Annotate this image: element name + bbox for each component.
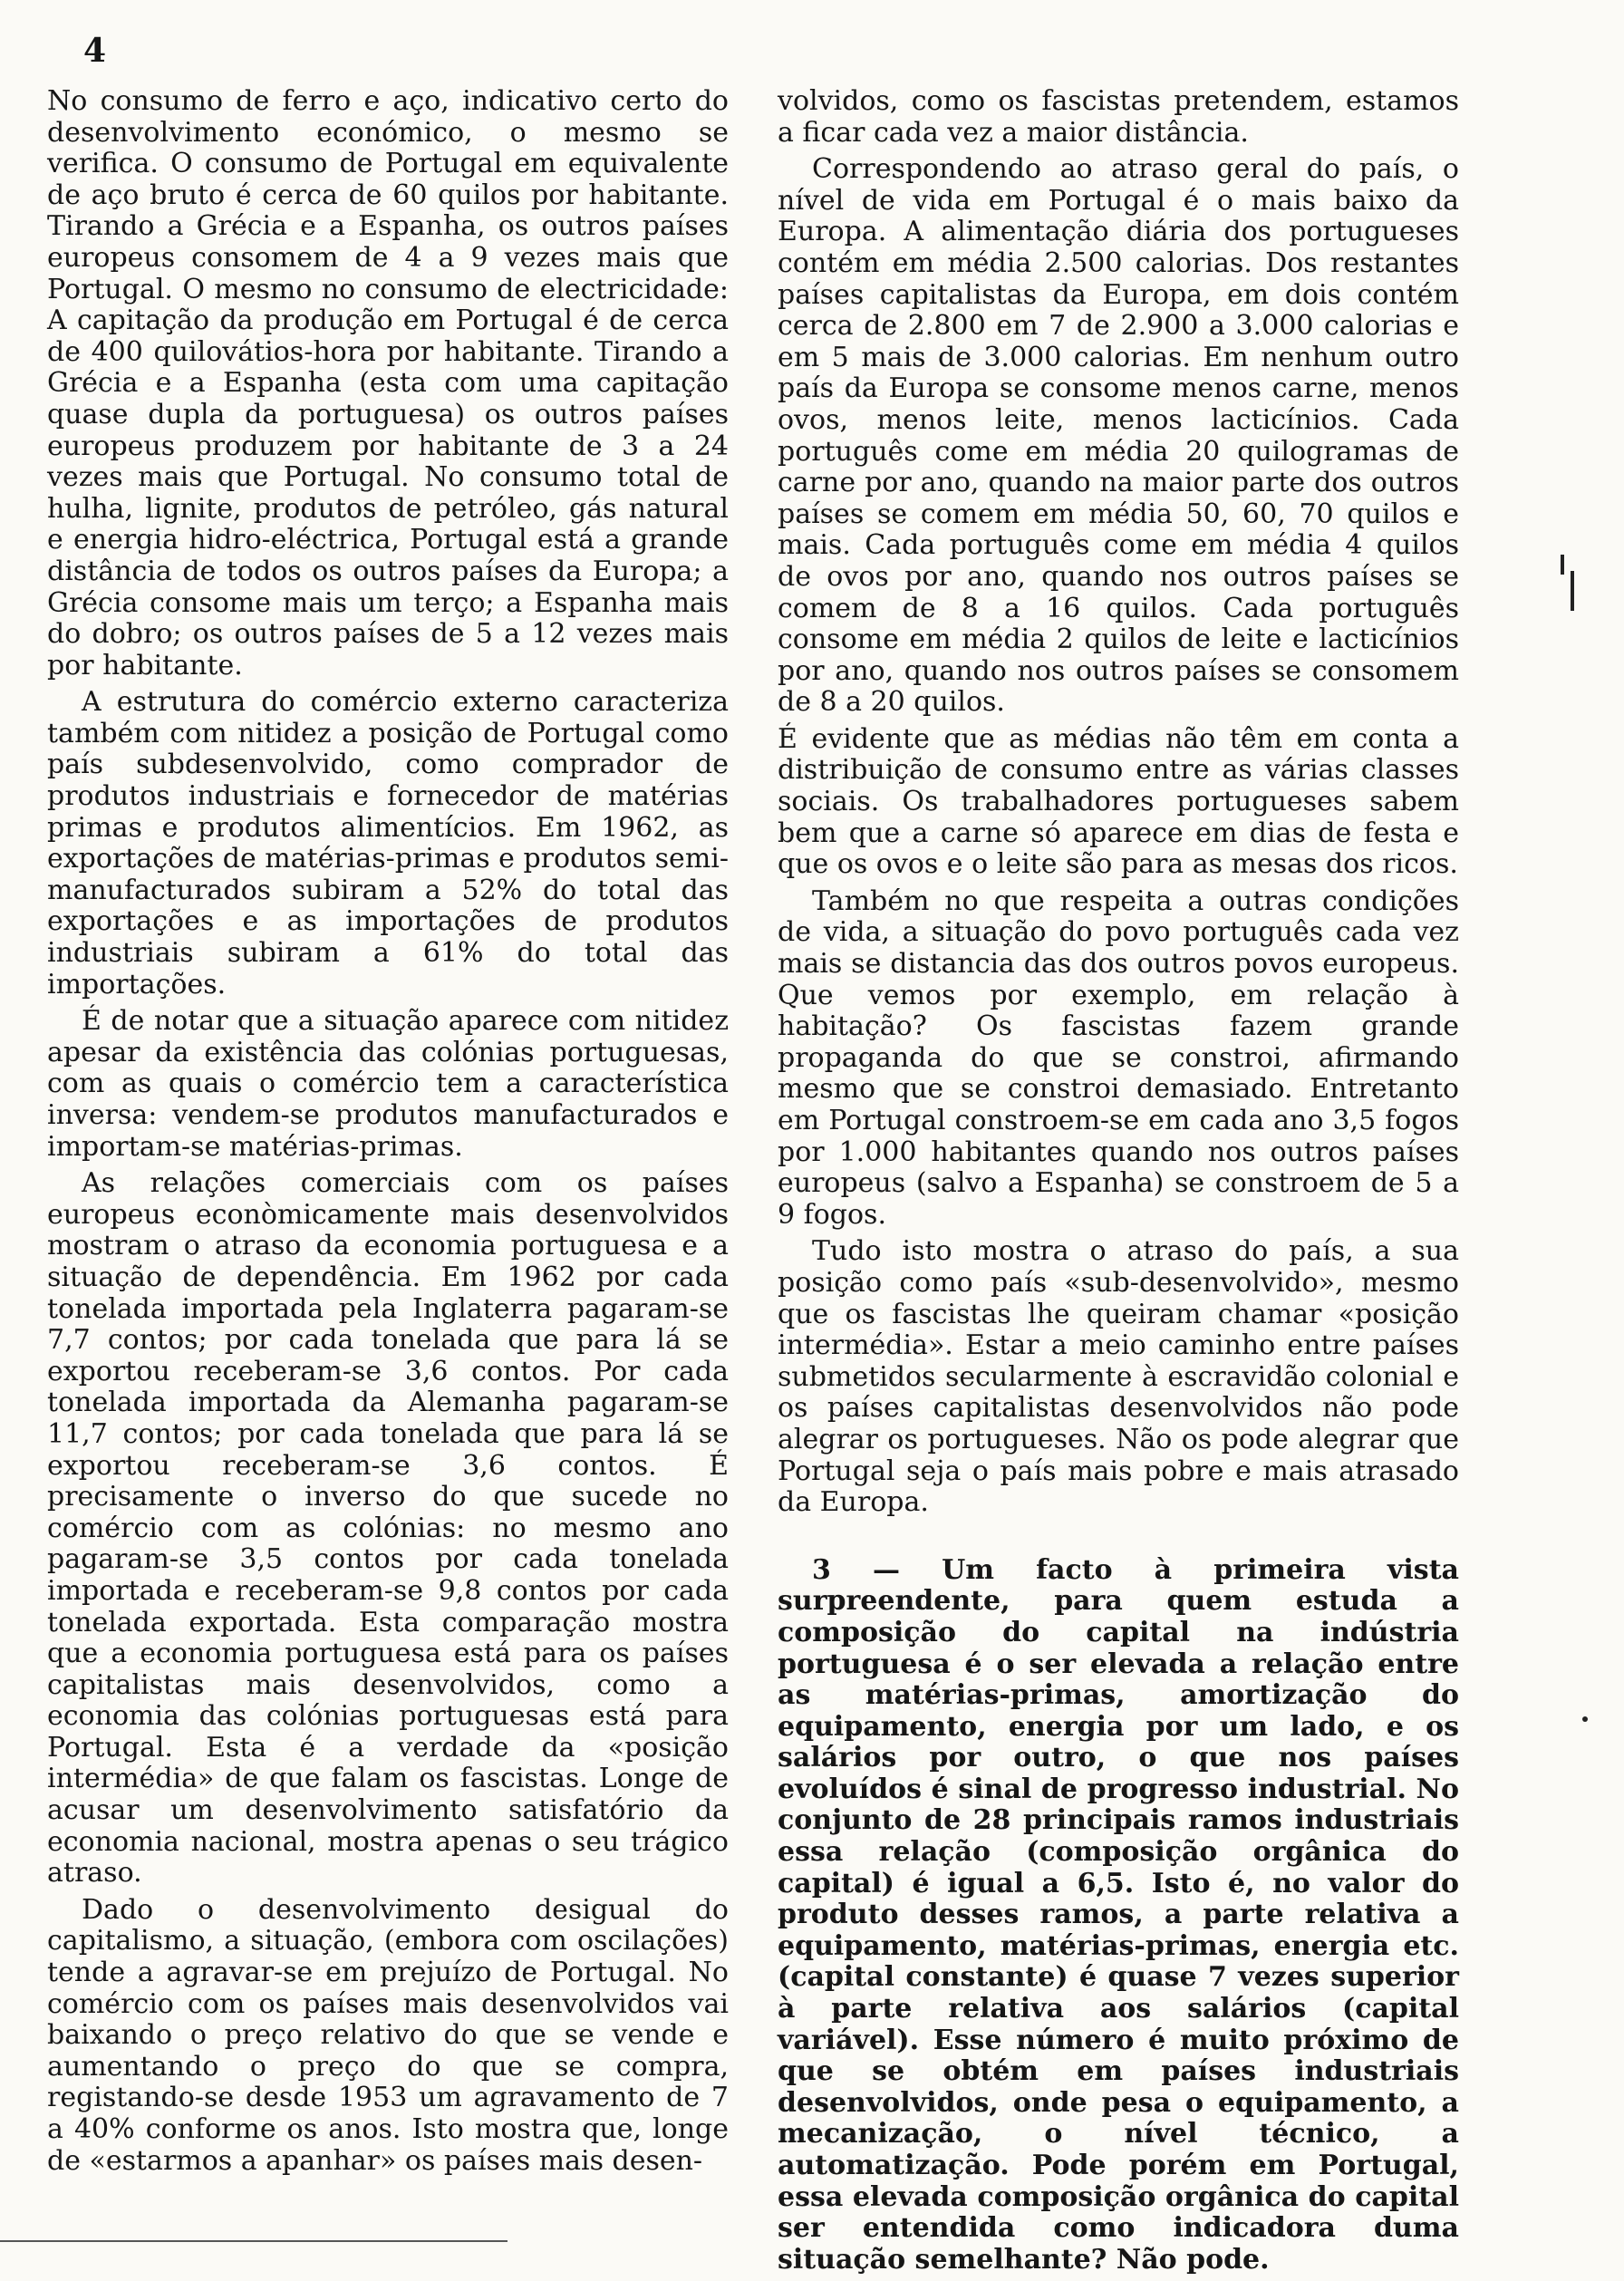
right-column (778, 86, 1459, 2281)
left-column (47, 86, 729, 2182)
paragraph: Também no que respeita a outras condições de vida, a situação do povo português cada vez mais se distancia das dos outros povos europeus. Que vemos por exemplo, em relação à habitação? Os fascistas fazem grande propaganda do que se constroi, afirmando mesmo que se constroi demasiado. Entretanto em Portugal constroem-se em cada ano 3,5 fogos por 1.000 habitantes quando nos outros países europeus (salvo a Espanha) se constroem de 5 a 9 fogos. (778, 884, 1459, 1231)
paragraph: volvidos, como os fascistas pretendem, estamos a ficar cada vez a maior distância. (778, 85, 1459, 149)
paragraph: É de notar que a situação aparece com nitidez apesar da existência das colónias portuguesas, com as quais o comércio tem a característica inversa: vendem-se produtos manufacturados e importam-se matérias-primas. (47, 1005, 729, 1163)
page-number: 4 (83, 32, 107, 70)
paragraph: É evidente que as médias não têm em conta a distribuição de consumo entre as várias classes sociais. Os trabalhadores portugueses sabem bem que a carne só aparece em dias de festa e que os ovos e o leite são para as mesas dos ricos. (778, 722, 1459, 881)
paragraph: Tudo isto mostra o atraso do país, a sua posição como país «sub-desenvolvido», mesmo que os fascistas lhe queiram chamar «posição intermédia». Estar a meio caminho entre países submetidos secularmente à escravidão colonial e os países capitalistas desenvolvidos não pode alegrar os portugueses. Não os pode alegrar que Portugal seja o país mais pobre e mais atrasado da Europa. (778, 1235, 1459, 1519)
margin-mark (1571, 571, 1574, 611)
paragraph: No consumo de ferro e aço, indicativo certo do desenvolvimento económico, o mesmo se verifica. O consumo de Portugal em equivalente de aço bruto é cerca de 60 quilos por habitante. Tirando a Grécia e a Espanha, os outros países europeus consomem de 4 a 9 vezes mais que Portugal. O mesmo no consumo de electricidade: A capitação da produção em Portugal é de cerca de 400 quilovátios-hora por habitante. Tirando a Grécia e a Espanha (esta com uma capitação quase dupla da portuguesa) os outros países europeus produzem por habitante de 3 a 24 vezes mais que Portugal. No consumo total de hulha, lignite, produtos de petróleo, gás natural e energia hidro-eléctrica, Portugal está a grande distância de todos os outros países da Europa; a Grécia consome mais um terço; a Espanha mais do dobro; os outros países de 5 a 12 vezes mais por habitante. (47, 85, 729, 681)
bottom-rule (0, 2240, 508, 2242)
margin-mark (1561, 555, 1564, 575)
paragraph: Dado o desenvolvimento desigual do capitalismo, a situação, (embora com oscilações) tende a agravar-se em prejuízo de Portugal. No comércio com os países mais desenvolvidos vai baixando o preço relativo do que se vende e aumentando o preço do que se compra, registando-se desde 1953 um agravamento de 7 a 40% conforme os anos. Isto mostra que, longe de «estarmos a apanhar» os países mais desen- (47, 1893, 729, 2177)
paragraph: As relações comerciais com os países europeus econòmicamente mais desenvolvidos mostram o atraso da economia portuguesa e a situação de dependência. Em 1962 por cada tonelada importada pela Inglaterra pagaram-se 7,7 contos; por cada tonelada que para lá se exportou receberam-se 3,6 contos. Por cada tonelada importada da Alemanha pagaram-se 11,7 contos; por cada tonelada que para lá se exportou receberam-se 3,6 contos. É precisamente o inverso do que sucede no comércio com as colónias: no mesmo ano pagaram-se 3,5 contos por cada tonelada importada e receberam-se 9,8 contos por cada tonelada exportada. Esta comparação mostra que a economia portuguesa está para os países capitalistas mais desenvolvidos, como a economia das colónias portuguesas está para Portugal. Esta é a verdade da «posição intermédia» de que falam os fascistas. Longe de acusar um desenvolvimento satisfatório da economia nacional, mostra apenas o seu trágico atraso. (47, 1167, 729, 1890)
paragraph: A estrutura do comércio externo caracteriza também com nitidez a posição de Portugal como país subdesenvolvido, como comprador de produtos industriais e fornecedor de matérias primas e produtos alimentícios. Em 1962, as exportações de matérias-primas e produtos semi-manufacturados subiram a 52% do total das exportações e as importações de produtos industriais subiram a 61% do total das importações. (47, 686, 729, 1000)
margin-mark (1582, 1716, 1588, 1722)
paragraph: Correspondendo ao atraso geral do país, o nível de vida em Portugal é o mais baixo da Europa. A alimentação diária dos portugueses contém em média 2.500 calorias. Dos restantes países capitalistas da Europa, em dois contém cerca de 2.800 em 7 de 2.900 a 3.000 calorias e em 5 mais de 3.000 calorias. Em nenhum outro país da Europa se consome menos carne, menos ovos, menos leite, menos lacticínios. Cada português come em média 20 quilogramas de carne por ano, quando na maior parte dos outros países se comem em média 50, 60, 70 quilos e mais. Cada português come em média 4 quilos de ovos por ano, quando nos outros países se comem de 8 a 16 quilos. Cada português consome em média 2 quilos de leite e lacticínios por ano, quando nos outros países se consomem de 8 a 20 quilos. (778, 153, 1459, 719)
section-paragraph: 3 — Um facto à primeira vista surpreendente, para quem estuda a composição do capital na indústria portuguesa é o ser elevada a relação entre as matérias-primas, amortização do equipamento, energia por um lado, e os salários por outro, o que nos países evoluídos é sinal de progresso industrial. No conjunto de 28 principais ramos industriais essa relação (composição orgânica do capital) é igual a 6,5. Isto é, no valor do produto desses ramos, a parte relativa a equipamento, matérias-primas, energia etc. (capital constante) é quase 7 vezes superior à parte relativa aos salários (capital variável). Esse número é muito próximo de que se obtém em países industriais desenvolvidos, onde pesa o equipamento, a mecanização, o nível técnico, a automatização. Pode porém em Portugal, essa elevada composição orgânica do capital ser entendida como indicadora duma situação semelhante? Não pode. (778, 1553, 1459, 2276)
